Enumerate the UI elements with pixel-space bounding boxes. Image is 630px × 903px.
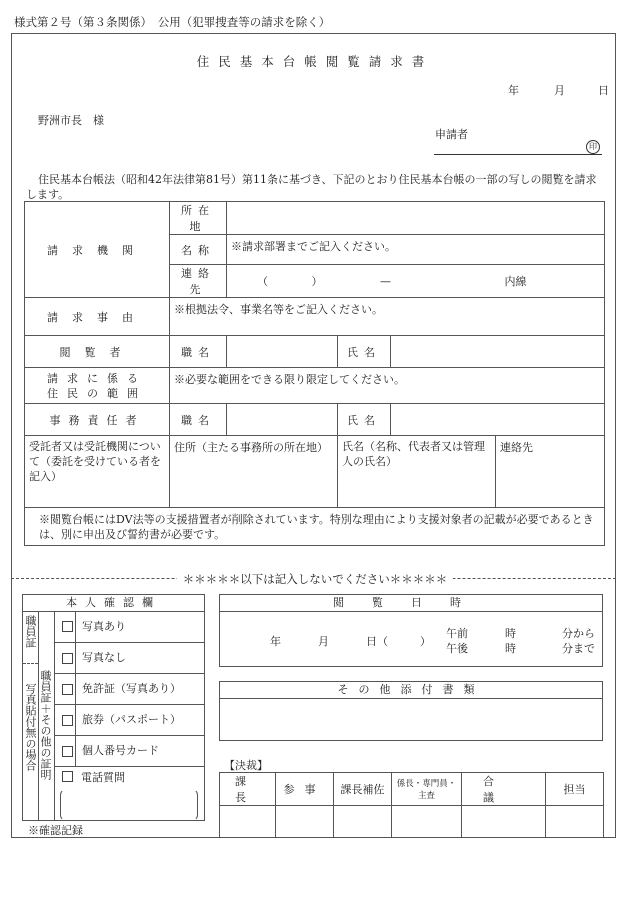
approval-stamp-cell[interactable] xyxy=(392,806,462,838)
viewer-name-field[interactable] xyxy=(391,336,605,368)
applicant-signature-line[interactable] xyxy=(434,154,602,155)
id-item-label: 電話質問 xyxy=(81,771,125,784)
consignee-name-label: 氏名（名称、代表者又は管理人の氏名） xyxy=(342,440,485,468)
viewer-label: 閲覧者 xyxy=(25,336,170,368)
viewing-datetime-title: 閲覧日時 xyxy=(220,595,602,612)
confirm-record: ※確認記録 xyxy=(28,824,83,837)
viewer-name-label: 氏名 xyxy=(338,336,391,368)
approval-stamp-cell[interactable] xyxy=(220,806,276,838)
approval-stamp-cell[interactable] xyxy=(334,806,392,838)
vd-year: 年 xyxy=(270,635,281,648)
date-month: 月 xyxy=(554,84,565,97)
phone-memo-field[interactable] xyxy=(60,789,198,821)
name-field[interactable] xyxy=(227,235,605,265)
vd-hour-1: 時 xyxy=(505,627,516,640)
address-label: 所在地 xyxy=(170,202,227,235)
phone-row xyxy=(54,767,204,823)
manager-name-field[interactable] xyxy=(391,404,605,436)
vd-min-to: 分まで xyxy=(562,642,595,655)
id-item-row xyxy=(54,674,204,705)
applicant-label: 申請者 xyxy=(435,128,468,141)
scope-label-1: 請求に係る xyxy=(47,371,147,385)
form-number: 様式第２号（第３条関係） 公用（犯罪捜査等の請求を除く） xyxy=(14,15,331,29)
id-check-box xyxy=(22,594,205,821)
staff-id-label: 職員証 xyxy=(24,615,37,648)
id-item-row xyxy=(54,736,204,767)
scope-label-2: 住民の範囲 xyxy=(47,386,147,400)
vd-pm: 午後 xyxy=(446,642,468,655)
checkbox[interactable] xyxy=(62,771,73,782)
seal-mark: 印 xyxy=(586,140,600,154)
office-divider-text: ＊＊＊＊＊以下は記入しないでください＊＊＊＊＊ xyxy=(177,572,454,586)
dv-note: ※閲覧台帳にはDV法等の支援措置者が削除されています。特別な理由により支援対象者の記載が必要であるときは、別に申出及び誓約書が必要です。 xyxy=(25,508,605,546)
contact-label: 連絡先 xyxy=(170,265,227,298)
no-photo-label: 写真貼付無の場合 xyxy=(24,683,37,771)
consignee-contact-label: 連絡先 xyxy=(500,441,533,454)
checkbox[interactable] xyxy=(62,621,73,632)
attachments-field[interactable] xyxy=(220,699,602,741)
approval-stamp-cell[interactable] xyxy=(276,806,334,838)
address-field[interactable] xyxy=(227,202,605,235)
id-item-label: 免許証（写真あり） xyxy=(75,674,181,704)
vd-day-close: ） xyxy=(420,635,431,648)
id-item-label: 写真なし xyxy=(75,643,126,673)
approval-col: 課長 xyxy=(220,773,276,806)
contact-paren-open: （ xyxy=(257,275,268,288)
manager-post-label: 職名 xyxy=(170,404,227,436)
date-day: 日 xyxy=(598,84,609,97)
id-item-label: 写真あり xyxy=(75,611,126,642)
approval-stamp-cell[interactable] xyxy=(462,806,546,838)
viewer-post-field[interactable] xyxy=(227,336,338,368)
approval-table xyxy=(219,772,604,838)
approval-stamp-cell[interactable] xyxy=(546,806,604,838)
name-note: ※請求部署までご記入ください。 xyxy=(231,240,396,253)
request-table xyxy=(24,201,605,546)
id-item-label: 個人番号カード xyxy=(75,736,159,766)
id-left-col xyxy=(23,611,39,820)
reason-note: ※根拠法令、事業名等をご記入ください。 xyxy=(174,303,383,316)
viewing-datetime-field[interactable] xyxy=(220,612,602,667)
vd-min-from: 分から xyxy=(562,627,595,640)
scope-note: ※必要な範囲をできる限り限定してください。 xyxy=(174,373,405,386)
approval-col: 担当 xyxy=(546,773,604,806)
left-sep xyxy=(23,663,38,664)
id-items xyxy=(54,611,204,823)
viewer-post-label: 職名 xyxy=(170,336,227,368)
attachments-box xyxy=(219,681,603,741)
vd-day: 日（ xyxy=(366,635,388,648)
contact-field[interactable] xyxy=(227,265,605,298)
checkbox[interactable] xyxy=(62,684,73,695)
org-label: 請求機関 xyxy=(25,202,170,298)
checkbox[interactable] xyxy=(62,715,73,726)
consignee-name-field[interactable] xyxy=(338,436,496,508)
id-mid-top xyxy=(38,611,55,642)
approval-col: 係長・専門員・主査 xyxy=(392,773,462,806)
checkbox[interactable] xyxy=(62,653,73,664)
id-check-title: 本人確認欄 xyxy=(23,595,204,612)
contact-dash: — xyxy=(380,275,391,288)
attachments-title: その他添付書類 xyxy=(220,682,602,699)
scope-field[interactable] xyxy=(170,368,605,404)
consignee-address-label: 住所（主たる事務所の所在地） xyxy=(174,441,328,454)
name-label: 名称 xyxy=(170,235,227,265)
approval-col: 参事 xyxy=(276,773,334,806)
vd-am: 午前 xyxy=(446,627,468,640)
checkbox[interactable] xyxy=(62,746,73,757)
approval-col: 課長補佐 xyxy=(334,773,392,806)
addressee: 野洲市長 様 xyxy=(38,114,104,127)
office-divider xyxy=(0,571,630,587)
approval-col: 合議 xyxy=(462,773,546,806)
approval-title: 【決裁】 xyxy=(224,759,268,772)
id-item-row xyxy=(54,643,204,674)
vd-month: 月 xyxy=(318,635,329,648)
staff-id-plus-label: 職員証＋その他の証明 xyxy=(39,670,52,780)
consignee-address-field[interactable] xyxy=(170,436,338,508)
id-item-label: 旅券（パスポート） xyxy=(75,705,181,735)
id-item-row xyxy=(54,705,204,736)
contact-ext: 内線 xyxy=(504,275,527,288)
consignee-label: 受託者又は受託機関について（委託を受けている者を記入） xyxy=(25,436,170,508)
contact-paren-close: ） xyxy=(311,275,323,288)
manager-post-field[interactable] xyxy=(227,404,338,436)
manager-label: 事務責任者 xyxy=(25,404,170,436)
reason-field[interactable] xyxy=(170,298,605,336)
scope-label xyxy=(25,368,170,404)
id-item-row xyxy=(54,611,204,643)
date-year: 年 xyxy=(508,84,519,97)
consignee-contact-field[interactable] xyxy=(496,436,605,508)
id-mid-col xyxy=(38,642,55,820)
viewing-datetime-box xyxy=(219,594,603,667)
page-title: 住民基本台帳閲覧請求書 xyxy=(196,54,434,69)
vd-hour-2: 時 xyxy=(505,642,516,655)
intro-text: 住民基本台帳法（昭和42年法律第81号）第11条に基づき、下記のとおり住民基本台帳の一部の写しの閲覧を請求します。 xyxy=(26,173,597,201)
manager-name-label: 氏名 xyxy=(338,404,391,436)
reason-label: 請求事由 xyxy=(25,298,170,336)
